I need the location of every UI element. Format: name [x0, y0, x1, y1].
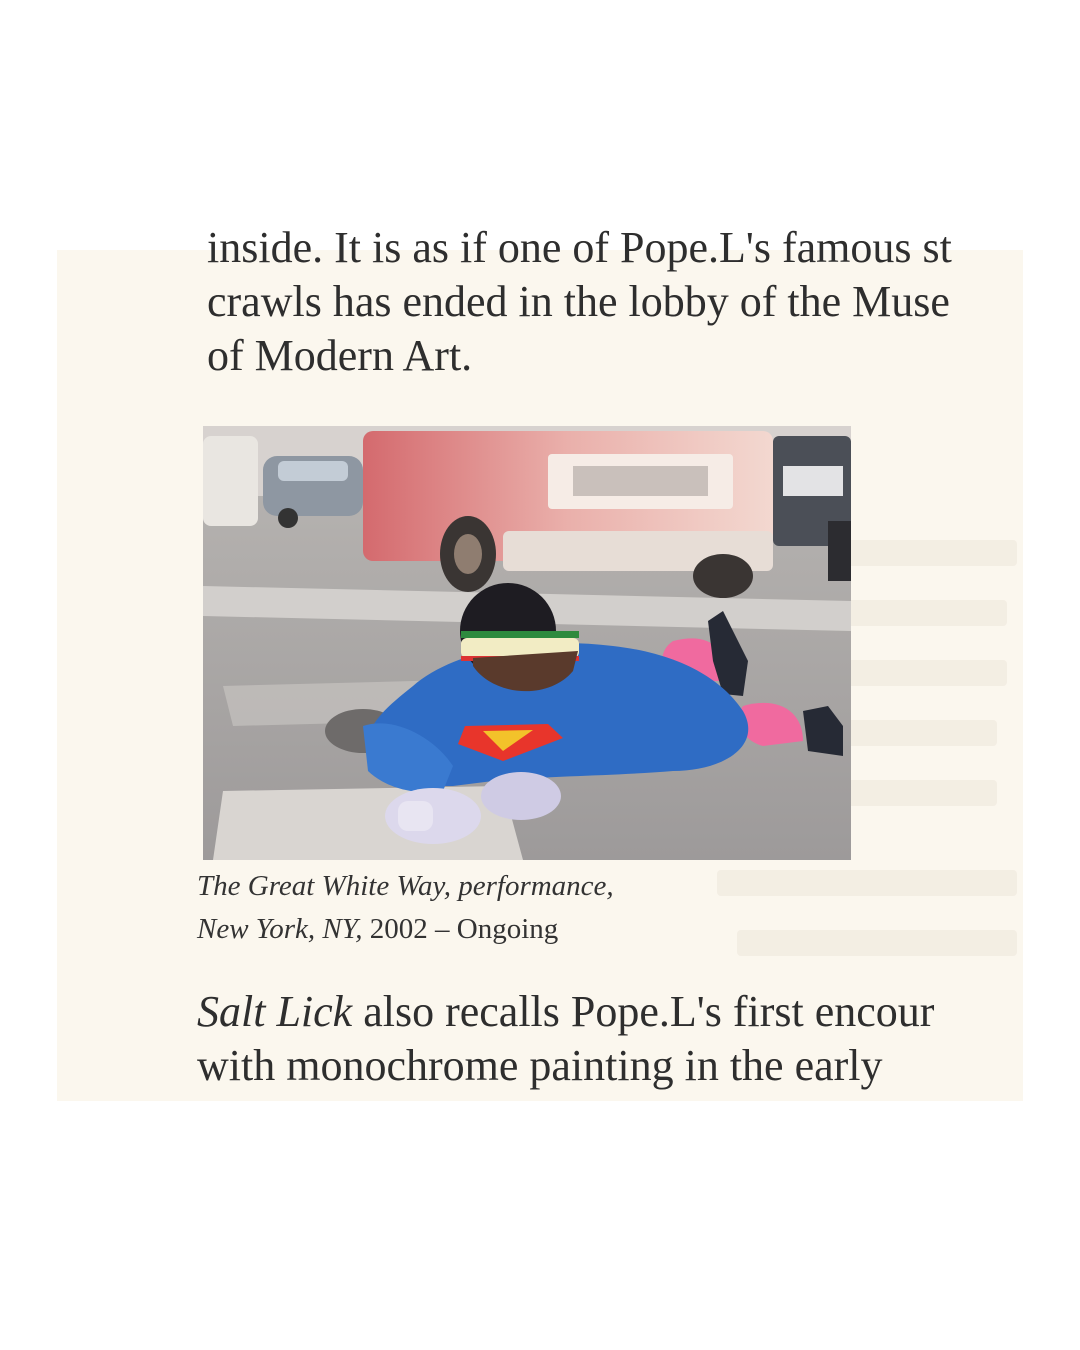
paragraph-bottom-line-1: [197, 985, 934, 1039]
paragraph-top-line-2: of Modern Art.: [207, 331, 473, 380]
cropped-text-line: inside. It is as if one of Pope.L's famous st: [207, 223, 952, 272]
artwork-title: Salt Lick: [197, 987, 353, 1036]
paragraph-bottom-line-1-text: also recalls Pope.L's first encour: [352, 987, 935, 1036]
bleed-through-mark: [737, 930, 1017, 956]
photo-caption: [197, 865, 614, 951]
caption-line-1: The Great White Way, performance,: [197, 870, 614, 902]
paragraph-top: [207, 275, 950, 383]
caption-date: 2002 – Ongoing: [362, 913, 559, 945]
caption-line-2: [197, 908, 614, 951]
paragraph-bottom: [197, 985, 934, 1093]
bleed-through-mark: [717, 870, 1017, 896]
paragraph-top-line-1: crawls has ended in the lobby of the Muse: [207, 277, 950, 326]
book-page-scan: [57, 223, 1023, 1101]
performance-photo: [203, 426, 851, 860]
caption-location: New York, NY,: [197, 913, 363, 945]
paragraph-bottom-line-2: with monochrome painting in the early: [197, 1041, 883, 1090]
